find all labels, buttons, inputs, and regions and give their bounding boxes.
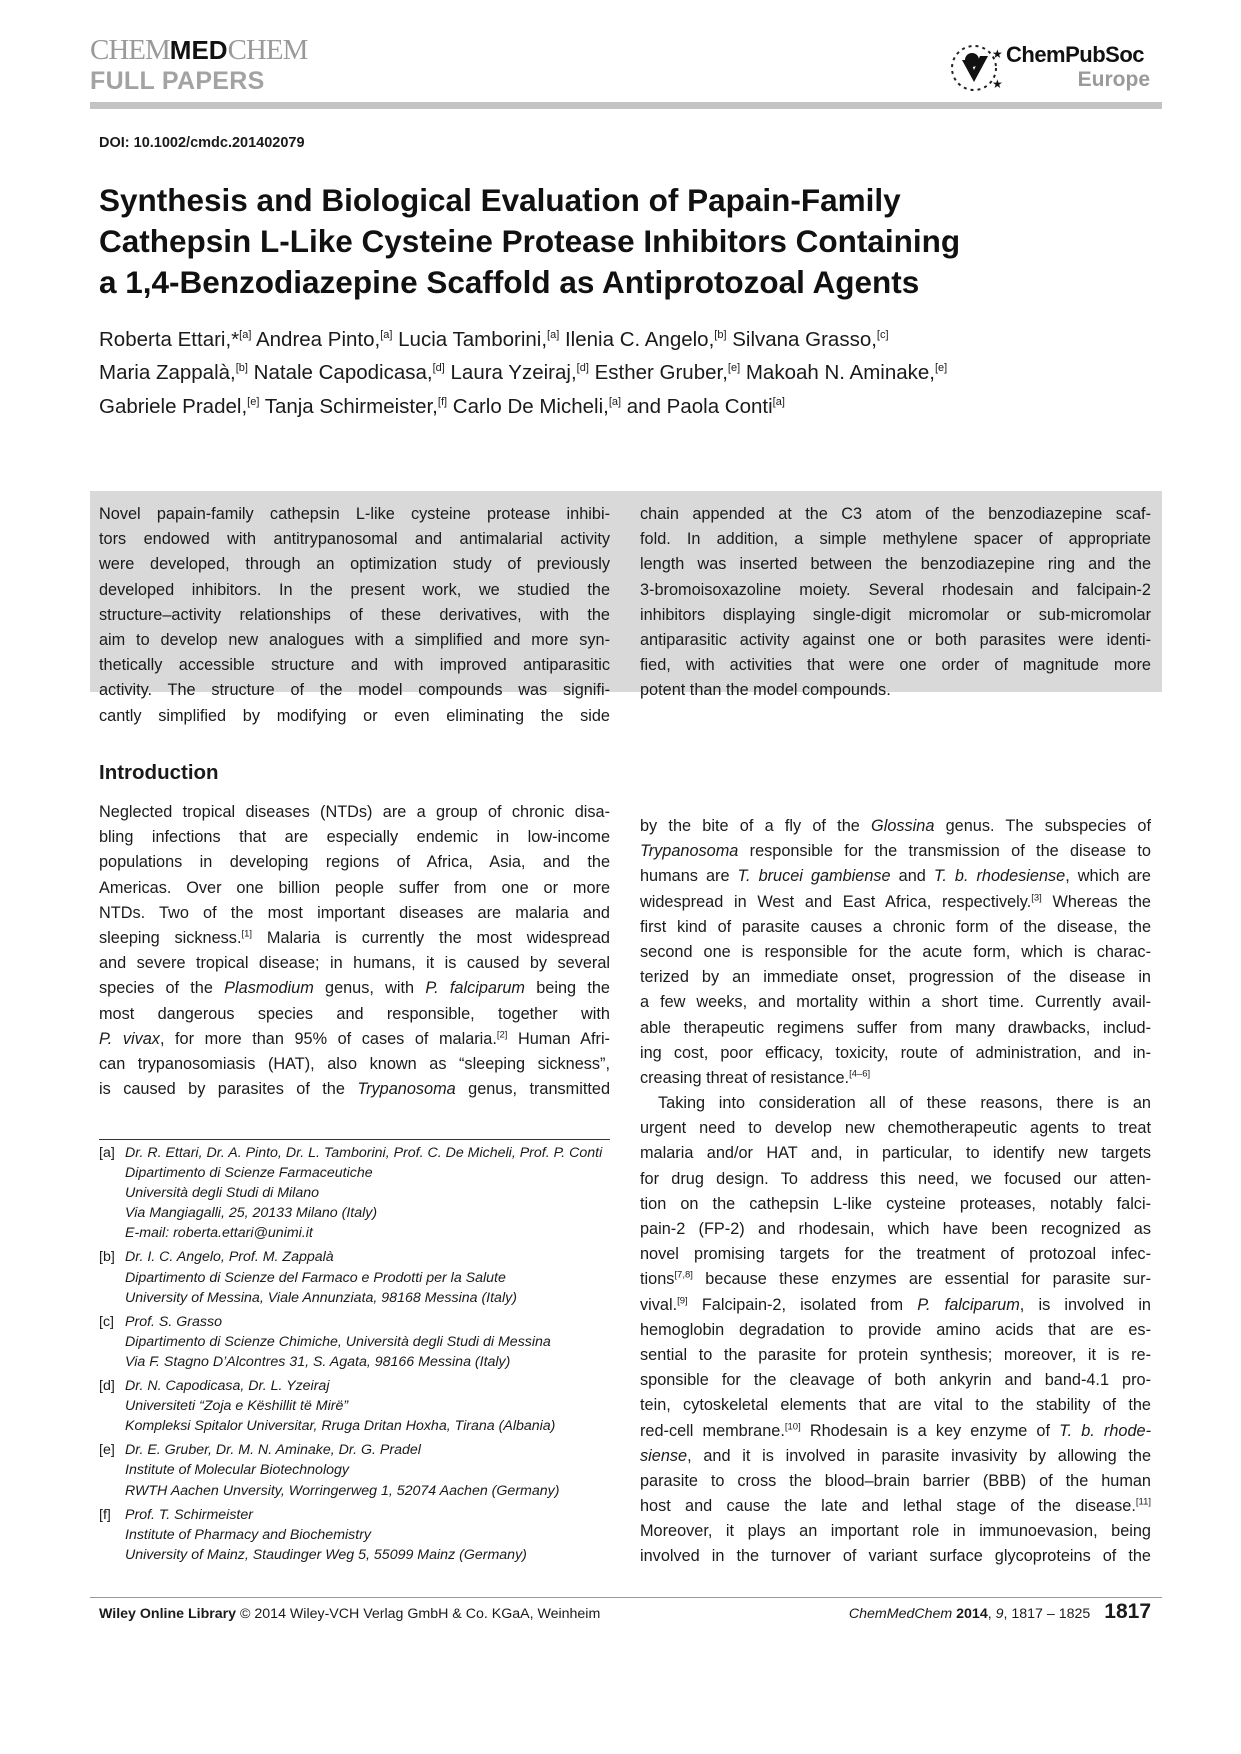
text-run: can trypanosomiasis (HAT), also known as “sleeping sickness”, <box>99 1054 610 1073</box>
text-run: and severe tropical disease; in humans, it is caused by several <box>99 954 610 973</box>
paper-title <box>99 180 960 303</box>
logo-text: ChemPubSoc <box>1006 42 1145 67</box>
text-line <box>640 1267 1151 1292</box>
author-name[interactable]: Carlo De Micheli, <box>452 394 609 418</box>
footer-copyright <box>99 1606 600 1622</box>
affiliation-marker: [b] <box>714 329 727 341</box>
footnote-text: Universiteti “Zoja e Këshillit të Mirë” <box>125 1398 349 1415</box>
text-run: fold. In addition, a simple methylene spacer of appropriate <box>640 530 1151 549</box>
text-line <box>640 814 1151 839</box>
author-name[interactable]: Lucia Tamborini, <box>398 327 548 351</box>
citation-volume: 9 <box>995 1606 1004 1622</box>
reference-citation: [11] <box>1135 1496 1151 1508</box>
journal-name-part: CHEM <box>227 34 308 66</box>
text-run: first kind of parasite causes a chronic form of the disease, the <box>640 917 1151 936</box>
text-run: being the <box>525 979 610 998</box>
journal-abbrev: ChemMedChem <box>848 1606 953 1622</box>
text-line <box>640 965 1151 990</box>
text-run: Whereas the <box>1041 892 1151 911</box>
text-run: were developed, through an optimization study of previously <box>99 555 610 574</box>
text-line <box>640 1242 1151 1267</box>
affiliation-marker: [f] <box>437 395 448 408</box>
text-run: Neglected tropical diseases (NTDs) are a group of chronic disa- <box>99 803 610 821</box>
author-name[interactable]: Silvana Grasso, <box>732 327 877 351</box>
text-run: NTDs. Two of the most important diseases are malaria and <box>99 903 610 922</box>
footnote <box>99 1440 619 1500</box>
reference-citation: [3] <box>1031 892 1042 904</box>
text-run: Malaria is currently the most widespread <box>252 928 610 947</box>
affiliation-marker: [d] <box>576 362 589 375</box>
footnote-label <box>99 1183 125 1203</box>
text-line <box>99 850 610 875</box>
text-line <box>99 578 610 603</box>
author-name[interactable]: Tanja Schirmeister, <box>264 394 438 418</box>
footnote-text: Dr. R. Ettari, Dr. A. Pinto, Dr. L. Tamborini, Prof. C. De Micheli, Prof. P. Conti <box>125 1145 603 1161</box>
footnote-line <box>99 1203 619 1223</box>
text-line <box>99 976 610 1001</box>
reference-citation: [7,8] <box>674 1269 693 1281</box>
affiliation-marker: [a] <box>239 329 252 341</box>
section-label: FULL PAPERS <box>90 67 265 95</box>
footnote-text: Institute of Pharmacy and Biochemistry <box>125 1526 372 1543</box>
text-run: a few weeks, and mortality within a short time. Currently avail- <box>640 993 1151 1012</box>
text-line <box>99 502 610 527</box>
reference-citation: [4–6] <box>849 1068 871 1080</box>
header-divider <box>90 102 1162 109</box>
text-run: cantly simplified by modifying or even eliminating the side <box>99 706 610 725</box>
text-run: tion on the cathepsin L-like cysteine proteases, notably falci- <box>640 1194 1151 1213</box>
affiliation-marker: [e] <box>935 362 948 375</box>
text-line <box>99 552 610 577</box>
footnote-divider <box>99 1139 610 1140</box>
text-run: for drug design. To address this need, we focused our atten- <box>640 1169 1151 1188</box>
text-run: vival. <box>640 1295 678 1314</box>
footnote-line <box>99 1352 619 1372</box>
footnote-line <box>99 1440 619 1460</box>
footnote-line <box>99 1416 619 1436</box>
reference-citation: [9] <box>677 1295 688 1307</box>
abstract-box <box>90 491 1162 725</box>
text-run: tions <box>640 1270 675 1289</box>
author-name[interactable]: and Paola Conti <box>626 394 773 418</box>
text-run: genus, with <box>313 979 426 998</box>
text-run: fied, with activities that were one order of magnitude more <box>640 656 1151 675</box>
footnote-text: Università degli Studi di Milano <box>125 1185 319 1202</box>
text-line <box>640 1368 1151 1393</box>
affiliation-marker: [a] <box>380 329 393 341</box>
footnote-label <box>99 1416 125 1436</box>
italic-run: P. falciparum <box>917 1295 1020 1314</box>
text-line <box>99 876 610 901</box>
text-line <box>640 578 1151 603</box>
footnote-label: [a] <box>99 1145 115 1161</box>
footnote-line <box>99 1396 619 1416</box>
text-run: sential to the parasite for protein synthesis; moreover, it is re- <box>640 1345 1151 1364</box>
footnote-text: Dipartimento di Scienze del Farmaco e Prodotti per la Salute <box>125 1269 506 1286</box>
affiliation-marker: [d] <box>432 362 445 375</box>
footnote-line <box>99 1376 619 1396</box>
text-run: Rhodesain is a key enzyme of <box>800 1421 1060 1440</box>
text-line <box>640 1016 1151 1041</box>
footnote-label <box>99 1288 125 1308</box>
paragraph <box>640 814 1151 1091</box>
paragraph <box>640 1091 1151 1570</box>
text-line <box>640 1494 1151 1519</box>
text-line <box>99 901 610 926</box>
italic-run: T. b. rhodesiense <box>933 867 1066 886</box>
text-run: 3-bromoisoxazoline moiety. Several rhodesain and falcipain-2 <box>640 580 1151 599</box>
text-run: , which are <box>1065 867 1151 886</box>
text-run: pain-2 (FP-2) and rhodesain, which have been recognized as <box>640 1220 1151 1238</box>
italic-run: T. b. rhode- <box>1059 1421 1151 1440</box>
paragraph <box>99 800 610 1102</box>
text-run: species of the <box>99 979 225 998</box>
footnote <box>99 1376 619 1436</box>
text-run: Americas. Over one billion people suffer from one or more <box>99 878 610 897</box>
footer-divider <box>90 1597 1162 1598</box>
footnote-label <box>99 1545 125 1565</box>
body-column-left <box>99 800 610 1102</box>
affiliation-marker: [e] <box>727 362 741 375</box>
text-run: , and it is involved in parasite invasivity by allowing the <box>687 1446 1151 1465</box>
text-run: developed inhibitors. In the present work, we studied the <box>99 580 610 599</box>
footnote-text: University of Mainz, Staudinger Weg 5, 55099 Mainz (Germany) <box>125 1546 527 1563</box>
author-line <box>99 388 947 421</box>
chempubsoc-emblem-icon <box>948 38 1004 98</box>
footnote-line <box>99 1505 619 1525</box>
page-number: 1817 <box>1104 1600 1151 1623</box>
text-line <box>99 825 610 850</box>
text-run: populations in developing regions of Africa, Asia, and the <box>99 853 610 872</box>
text-run: Falcipain-2, isolated from <box>687 1295 918 1314</box>
text-run: tein, cytoskeletal elements that are vital to the stability of the <box>640 1396 1151 1415</box>
text-line <box>640 1041 1151 1066</box>
text-line <box>640 1343 1151 1368</box>
footnote-label <box>99 1481 125 1501</box>
text-line <box>99 704 610 729</box>
footnote <box>99 1247 619 1307</box>
footnote-text: Via Mangiagalli, 25, 20133 Milano (Italy) <box>125 1205 378 1222</box>
text-run: responsible for the transmission of the disease to <box>738 842 1151 861</box>
text-run: , is involved in <box>1019 1295 1151 1314</box>
footnote-line <box>99 1223 619 1243</box>
text-run: malaria and/or HAT and, in particular, to identify new targets <box>640 1144 1151 1163</box>
footnote-text: Kompleksi Spitalor Universitar, Rruga Dritan Hoxha, Tirana (Albania) <box>125 1418 556 1435</box>
footnote-text: Prof. T. Schirmeister <box>125 1506 253 1523</box>
text-run: ing cost, poor efficacy, toxicity, route of administration, and in- <box>640 1043 1151 1062</box>
author-name[interactable]: Esther Gruber, <box>594 361 728 385</box>
text-run: genus. The subspecies of <box>934 817 1151 835</box>
author-name[interactable]: Roberta Ettari,* <box>99 327 240 351</box>
text-line <box>640 502 1151 527</box>
text-run: host and cause the late and lethal stage of the disease. <box>640 1497 1136 1516</box>
text-run: chain appended at the C3 atom of the benzodiazepine scaf- <box>640 505 1151 523</box>
logo-subtext: Europe <box>1077 68 1150 91</box>
text-run: humans are <box>640 867 738 886</box>
author-name[interactable]: Gabriele Pradel, <box>99 394 248 418</box>
text-run: genus, transmitted <box>455 1080 610 1099</box>
footnote-label <box>99 1525 125 1545</box>
footnote-label <box>99 1396 125 1416</box>
footer-citation: ChemMedChem 2014, 9, 1817 – 1825 1817 <box>848 1600 1151 1623</box>
text-line <box>99 603 610 628</box>
text-run: , for more than 95% of cases of malaria. <box>159 1029 497 1048</box>
author-name[interactable]: Ilenia C. Angelo, <box>564 327 715 351</box>
title-line: Cathepsin L-Like Cysteine Protease Inhibitors Containing <box>99 223 961 259</box>
footnote-line <box>99 1525 619 1545</box>
italic-run: siense <box>640 1446 688 1465</box>
footnote-line <box>99 1268 619 1288</box>
paragraph <box>640 502 1151 704</box>
text-line <box>640 552 1151 577</box>
text-run: second one is responsible for the acute form, which is charac- <box>640 942 1151 961</box>
journal-name-part: MED <box>169 35 228 65</box>
abstract-column-right <box>640 502 1151 704</box>
footnote-label <box>99 1223 125 1243</box>
text-line <box>99 678 610 703</box>
text-run: because these enzymes are essential for parasite sur- <box>692 1270 1151 1289</box>
paragraph <box>99 502 610 729</box>
text-run: tors endowed with antitrypanosomal and antimalarial activity <box>99 530 610 549</box>
footnote-label <box>99 1332 125 1352</box>
footnote-line <box>99 1332 619 1352</box>
svg-text:★: ★ <box>992 77 1003 91</box>
footnote-line <box>99 1288 619 1308</box>
text-run: Human Afri- <box>507 1029 610 1048</box>
author-name[interactable]: Maria Zappalà, <box>99 361 236 385</box>
svg-text:★: ★ <box>992 47 1003 61</box>
text-run: is caused by parasites of the <box>99 1080 358 1099</box>
text-run: hemoglobin degradation to provide amino acids that are es- <box>640 1320 1151 1339</box>
text-run: aim to develop new analogues with a simplified and more syn- <box>99 630 610 649</box>
italic-run: Trypanosoma <box>357 1080 456 1099</box>
text-line <box>99 653 610 678</box>
reference-citation: [1] <box>241 928 253 940</box>
text-line <box>99 527 610 552</box>
text-line <box>99 951 610 976</box>
text-line <box>640 1318 1151 1343</box>
journal-name-part: CHEM <box>90 34 170 66</box>
text-line <box>640 915 1151 940</box>
text-line <box>640 890 1151 915</box>
text-line <box>99 800 610 825</box>
text-run: structure–activity relationships of these derivatives, with the <box>99 605 610 624</box>
footnote-label: [c] <box>99 1313 114 1330</box>
footnote-text: Dr. E. Gruber, Dr. M. N. Aminake, Dr. G. Pradel <box>125 1442 421 1459</box>
text-line <box>99 1027 610 1052</box>
title-line: a 1,4-Benzodiazepine Scaffold as Antiprotozoal Agents <box>99 264 920 300</box>
text-line <box>640 1469 1151 1494</box>
text-line <box>640 940 1151 965</box>
author-line <box>99 354 947 387</box>
text-line <box>640 990 1151 1015</box>
text-line <box>640 1192 1151 1217</box>
italic-run: P. falciparum <box>425 979 525 998</box>
footnote-text: Dr. I. C. Angelo, Prof. M. Zappalà <box>125 1249 334 1266</box>
text-run: potent than the model compounds. <box>640 681 891 700</box>
footnote-text: Dr. N. Capodicasa, Dr. L. Yzeiraj <box>125 1378 330 1395</box>
footnote-text: Prof. S. Grasso <box>125 1313 222 1330</box>
text-line <box>640 1066 1151 1091</box>
footnote-text: Institute of Molecular Biotechnology <box>125 1462 349 1479</box>
journal-name <box>90 34 307 66</box>
text-run: inhibitors displaying single-digit micromolar or sub-micromolar <box>640 605 1151 624</box>
publisher-logo <box>948 38 1158 98</box>
footnote-line <box>99 1183 619 1203</box>
affiliation-marker: [a] <box>547 329 560 341</box>
text-run: sleeping sickness. <box>99 928 242 947</box>
section-heading-introduction: Introduction <box>99 761 219 784</box>
italic-run: Trypanosoma <box>640 842 739 861</box>
text-line <box>640 1544 1151 1569</box>
text-line <box>640 1444 1151 1469</box>
text-run: parasite to cross the blood–brain barrier (BBB) of the human <box>640 1471 1151 1490</box>
copyright-text: © 2014 Wiley-VCH Verlag GmbH & Co. KGaA, Weinheim <box>236 1606 601 1622</box>
text-line <box>640 1519 1151 1544</box>
text-run: Taking into consideration all of these reasons, there is an <box>658 1094 1151 1113</box>
footnote-label <box>99 1163 125 1183</box>
citation-pages: , 1817 – 1825 <box>1003 1606 1091 1622</box>
text-run: urgent need to develop new chemotherapeutic agents to treat <box>640 1119 1151 1138</box>
footnote-label: [e] <box>99 1442 115 1459</box>
author-name[interactable]: Natale Capodicasa, <box>253 361 433 385</box>
text-line <box>640 839 1151 864</box>
footnote-text: RWTH Aachen Unversity, Worringerweg 1, 52074 Aachen (Germany) <box>125 1482 560 1499</box>
text-line <box>640 653 1151 678</box>
citation-year: 2014 <box>956 1606 988 1622</box>
text-run: length was inserted between the benzodiazepine ring and the <box>640 555 1151 574</box>
footnote-label: [f] <box>99 1506 111 1523</box>
author-name[interactable]: Andrea Pinto, <box>255 327 381 351</box>
footnote-line <box>99 1460 619 1480</box>
text-line <box>640 628 1151 653</box>
doi: DOI: 10.1002/cmdc.201402079 <box>99 135 305 151</box>
footnote-label <box>99 1268 125 1288</box>
text-line <box>640 864 1151 889</box>
title-line: Synthesis and Biological Evaluation of Papain-Family <box>99 182 901 218</box>
footnote-line <box>99 1481 619 1501</box>
text-line <box>99 628 610 653</box>
text-run: red-cell membrane. <box>640 1421 785 1440</box>
text-line <box>640 1293 1151 1318</box>
text-line <box>640 527 1151 552</box>
footnote-label <box>99 1203 125 1223</box>
text-run: novel promising targets for the treatment of protozoal infec- <box>640 1245 1151 1264</box>
footnote-line <box>99 1545 619 1565</box>
text-run: able therapeutic regimens suffer from many drawbacks, includ- <box>640 1018 1151 1037</box>
text-line <box>99 926 610 951</box>
italic-run: Plasmodium <box>224 979 314 998</box>
text-run: bling infections that are especially endemic in low-income <box>99 828 610 847</box>
footnote-text: Via F. Stagno D’Alcontres 31, S. Agata, 98166 Messina (Italy) <box>125 1353 511 1370</box>
text-run: by the bite of a fly of the <box>640 817 872 835</box>
text-line <box>99 1052 610 1077</box>
footnote <box>99 1312 619 1372</box>
text-line <box>640 1141 1151 1166</box>
footnote-text: Dipartimento di Scienze Farmaceutiche <box>125 1165 373 1182</box>
body-column-right <box>640 814 1151 1570</box>
footnote-line <box>99 1163 619 1183</box>
text-run: widespread in West and East Africa, respectively. <box>640 892 1032 911</box>
author-name[interactable]: Makoah N. Aminake, <box>745 361 935 385</box>
text-run: sponsible for the cleavage of both ankyrin and band-4.1 pro- <box>640 1371 1151 1390</box>
reference-citation: [2] <box>496 1029 508 1041</box>
abstract-column-left <box>99 502 610 729</box>
footnote-line <box>99 1143 619 1163</box>
text-line <box>640 1091 1151 1116</box>
footnote-label: [b] <box>99 1249 115 1266</box>
affiliation-marker: [a] <box>772 395 785 408</box>
text-line <box>640 1393 1151 1418</box>
footnote-line <box>99 1247 619 1267</box>
author-line <box>99 321 947 354</box>
footnote-text: Dipartimento di Scienze Chimiche, Università degli Studi di Messina <box>125 1333 551 1350</box>
reference-citation: [10] <box>784 1421 801 1433</box>
footnote-line <box>99 1312 619 1332</box>
footnote-label <box>99 1352 125 1372</box>
text-run: terized by an immediate onset, progression of the disease in <box>640 968 1151 987</box>
affiliation-marker: [e] <box>247 395 260 408</box>
affiliation-marker: [c] <box>876 329 889 341</box>
text-run: antiparasitic activity against one or both parasites were identi- <box>640 630 1151 649</box>
affiliation-marker: [b] <box>235 362 248 375</box>
italic-run: P. vivax <box>99 1029 160 1048</box>
footnote <box>99 1505 619 1565</box>
text-run: Novel papain-family cathepsin L-like cysteine protease inhibi- <box>99 505 610 523</box>
footnote <box>99 1143 619 1243</box>
text-run: involved in the turnover of variant surface glycoproteins of the <box>640 1547 1151 1566</box>
text-line <box>640 1419 1151 1444</box>
text-line <box>640 1167 1151 1192</box>
affiliation-footnotes <box>99 1143 619 1569</box>
affiliation-marker: [a] <box>608 395 622 408</box>
author-list <box>99 321 947 421</box>
text-line <box>640 678 1151 703</box>
footnote-text[interactable]: E-mail: roberta.ettari@unimi.it <box>125 1225 313 1242</box>
text-line <box>640 1116 1151 1141</box>
text-line <box>640 603 1151 628</box>
italic-run: T. brucei gambiense <box>737 867 891 886</box>
text-run: activity. The structure of the model compounds was signifi- <box>99 681 610 700</box>
text-line <box>99 1077 610 1102</box>
text-run: thetically accessible structure and with improved antiparasitic <box>99 656 610 675</box>
text-run: and <box>890 867 934 886</box>
wiley-online-library-link[interactable]: Wiley Online Library <box>99 1606 237 1622</box>
text-line <box>640 1217 1151 1242</box>
text-run: Moreover, it plays an important role in immunoevasion, being <box>640 1522 1151 1541</box>
italic-run: Glossina <box>871 817 935 835</box>
text-line <box>99 1002 610 1027</box>
footnote-label: [d] <box>99 1378 115 1395</box>
text-run: most dangerous species and responsible, together with <box>99 1004 610 1023</box>
author-name[interactable]: Laura Yzeiraj, <box>450 361 577 385</box>
footnote-text: University of Messina, Viale Annunziata, 98168 Messina (Italy) <box>125 1289 517 1306</box>
footnote-label <box>99 1460 125 1480</box>
text-run: creasing threat of resistance. <box>640 1068 850 1087</box>
